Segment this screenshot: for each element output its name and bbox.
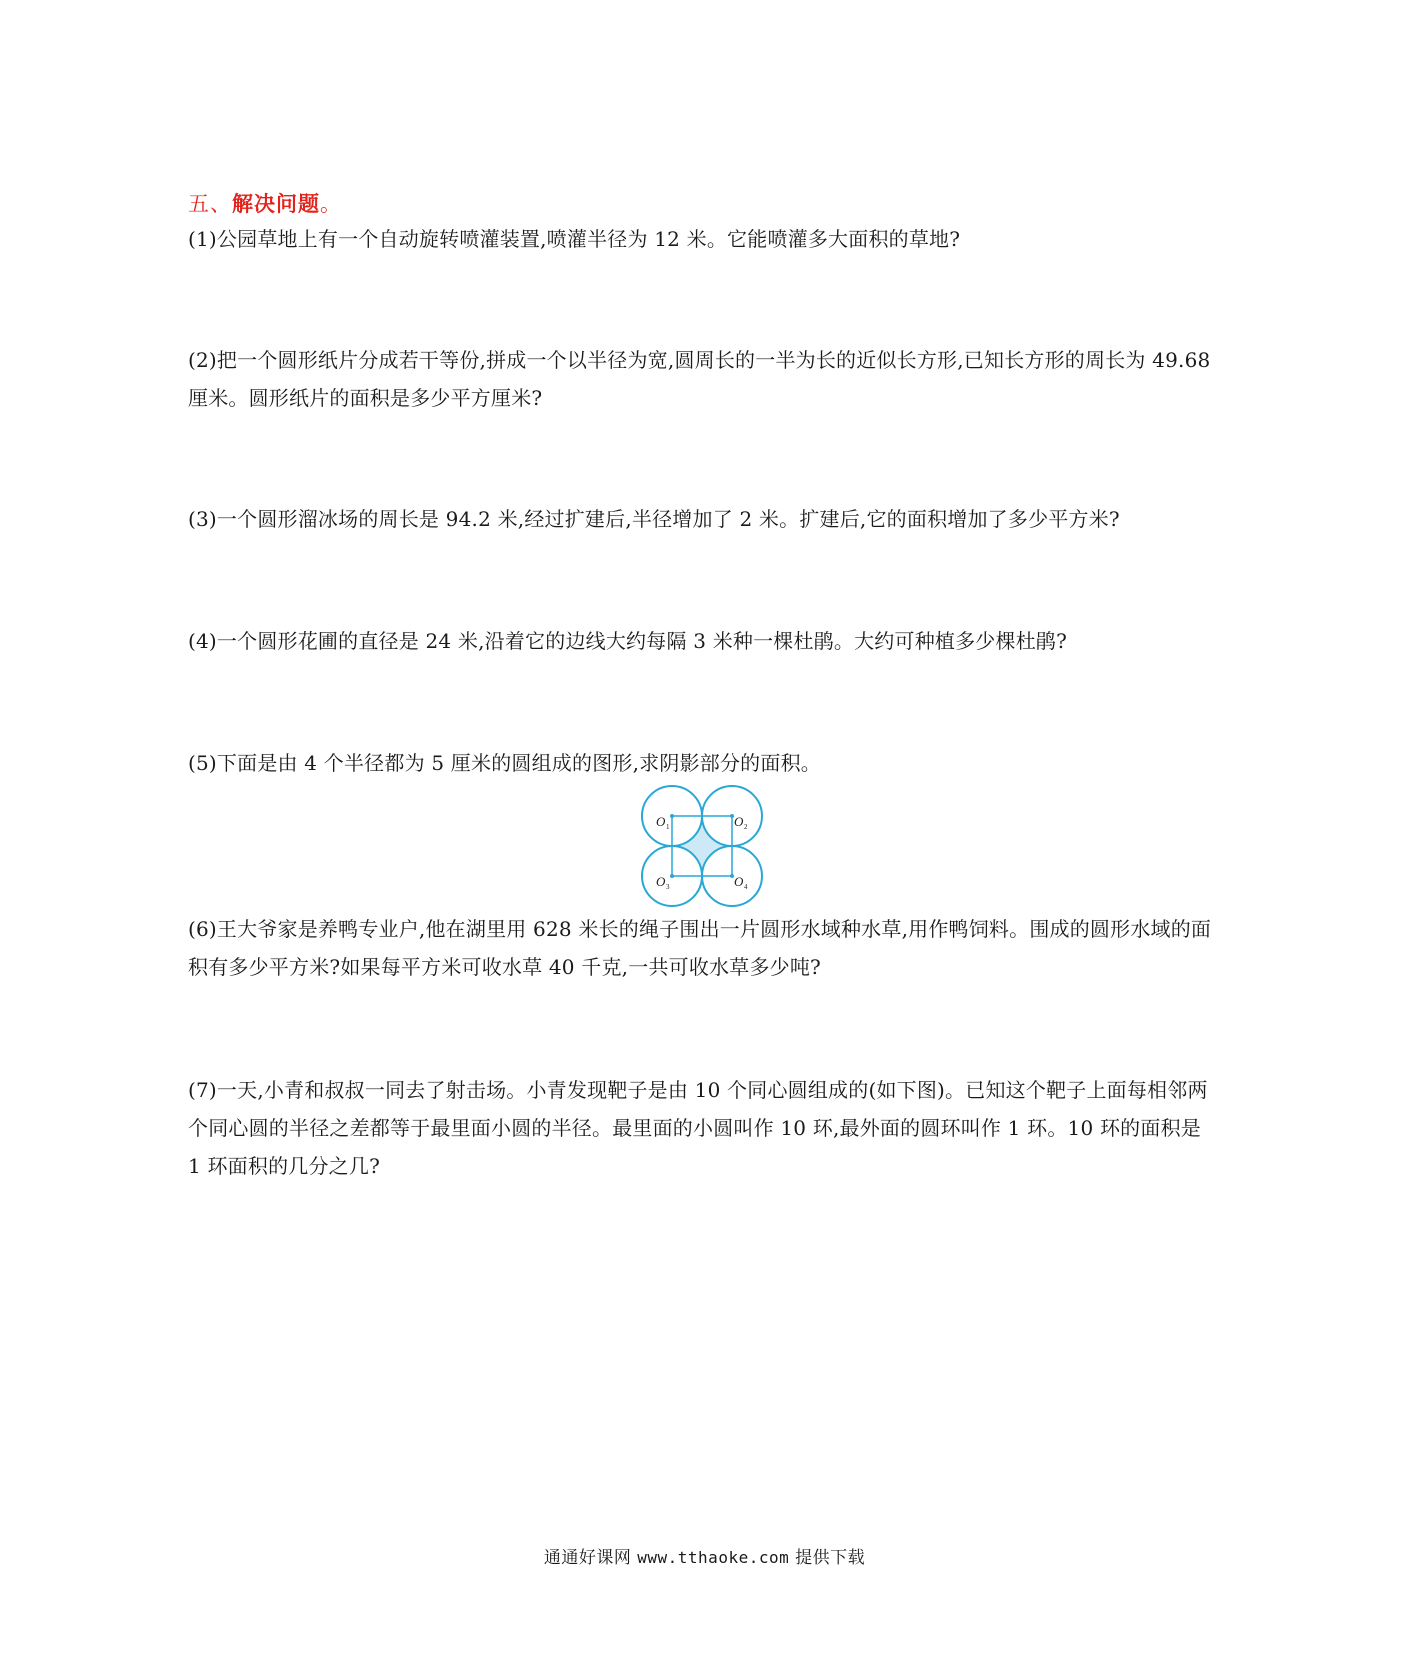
four-circles-figure xyxy=(640,784,764,908)
section-title: 解决问题 xyxy=(232,191,320,216)
question-7: (7)一天,小青和叔叔一同去了射击场。小青发现靶子是由 10 个同心圆组成的(如下图)。已知这个靶子上面每相邻两个同心圆的半径之差都等于最里面小圆的半径。最里面的小圆叫作 10 环,最外面的圆环叫作 1 环。10 环的面积是 1 环面积的几分之几? xyxy=(188,1078,1208,1178)
section-heading xyxy=(188,188,342,218)
section-number: 五、 xyxy=(188,192,232,216)
question-5: (5)下面是由 4 个半径都为 5 厘米的圆组成的图形,求阴影部分的面积。 xyxy=(188,751,821,775)
footer-site-name: 通通好课网 xyxy=(543,1548,632,1568)
label-o4: O xyxy=(734,874,744,889)
label-o1-sub: 1 xyxy=(666,823,670,831)
question-2: (2)把一个圆形纸片分成若干等份,拼成一个以半径为宽,圆周长的一半为长的近似长方形,已知长方形的周长为 49.68 厘米。圆形纸片的面积是多少平方厘米? xyxy=(188,348,1211,410)
footer-url[interactable]: www.tthaoke.com xyxy=(637,1548,790,1567)
footer xyxy=(0,1543,1409,1568)
question-4: (4)一个圆形花圃的直径是 24 米,沿着它的边线大约每隔 3 米种一棵杜鹃。大约可种植多少棵杜鹃? xyxy=(188,629,1068,653)
point-o3 xyxy=(670,874,674,878)
footer-suffix: 提供下载 xyxy=(795,1548,866,1568)
question-6: (6)王大爷家是养鸭专业户,他在湖里用 628 米长的绳子围出一片圆形水域种水草,用作鸭饲料。围成的圆形水域的面积有多少平方米?如果每平方米可收水草 40 千克,一共可收水草多少吨? xyxy=(188,917,1212,979)
point-o1 xyxy=(670,814,674,818)
label-o3: O xyxy=(656,874,666,889)
label-o2: O xyxy=(734,814,744,829)
label-o4-sub: 4 xyxy=(744,883,748,891)
label-o1: O xyxy=(656,814,666,829)
label-o2-sub: 2 xyxy=(744,823,748,831)
question-3: (3)一个圆形溜冰场的周长是 94.2 米,经过扩建后,半径增加了 2 米。扩建后,它的面积增加了多少平方米? xyxy=(188,507,1120,531)
question-1: (1)公园草地上有一个自动旋转喷灌装置,喷灌半径为 12 米。它能喷灌多大面积的草地? xyxy=(188,227,961,251)
label-o3-sub: 3 xyxy=(666,883,670,891)
section-title-end: 。 xyxy=(320,192,342,216)
